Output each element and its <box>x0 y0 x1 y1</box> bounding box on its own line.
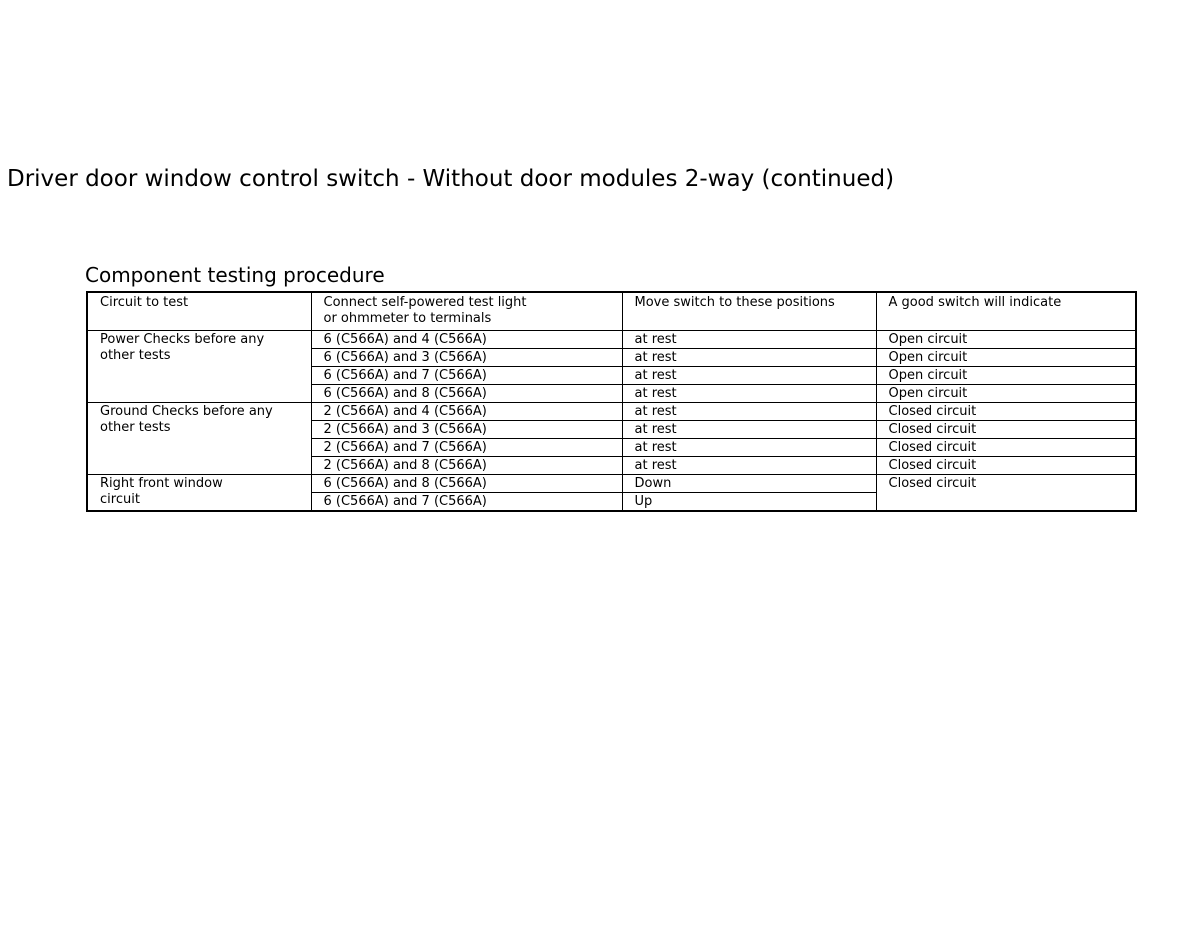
position-cell: at rest <box>622 457 876 475</box>
position-cell: at rest <box>622 439 876 457</box>
table-row <box>87 475 1136 493</box>
position-cell: at rest <box>622 403 876 421</box>
table-row <box>87 331 1136 349</box>
circuit-ground-checks: Ground Checks before any other tests <box>87 403 311 475</box>
component-testing-table <box>86 291 1137 512</box>
position-cell: at rest <box>622 349 876 367</box>
terminals-cell: 2 (C566A) and 3 (C566A) <box>311 421 622 439</box>
position-cell: at rest <box>622 385 876 403</box>
table-row <box>87 403 1136 421</box>
result-cell: Open circuit <box>876 367 1136 385</box>
position-cell: at rest <box>622 421 876 439</box>
position-cell: Up <box>622 493 876 512</box>
result-cell: Closed circuit <box>876 439 1136 457</box>
result-cell: Closed circuit <box>876 475 1136 512</box>
terminals-cell: 6 (C566A) and 8 (C566A) <box>311 475 622 493</box>
position-cell: at rest <box>622 331 876 349</box>
result-cell: Open circuit <box>876 385 1136 403</box>
terminals-cell: 6 (C566A) and 7 (C566A) <box>311 367 622 385</box>
terminals-cell: 6 (C566A) and 7 (C566A) <box>311 493 622 512</box>
result-cell: Open circuit <box>876 331 1136 349</box>
result-cell: Closed circuit <box>876 457 1136 475</box>
terminals-cell: 6 (C566A) and 3 (C566A) <box>311 349 622 367</box>
result-cell: Closed circuit <box>876 403 1136 421</box>
terminals-cell: 6 (C566A) and 4 (C566A) <box>311 331 622 349</box>
terminals-cell: 2 (C566A) and 7 (C566A) <box>311 439 622 457</box>
header-connect-terminals: Connect self-powered test light or ohmmeter to terminals <box>311 292 622 331</box>
position-cell: at rest <box>622 367 876 385</box>
circuit-power-checks: Power Checks before any other tests <box>87 331 311 403</box>
position-cell: Down <box>622 475 876 493</box>
section-title: Component testing procedure <box>85 263 385 287</box>
header-circuit-to-test: Circuit to test <box>87 292 311 331</box>
terminals-cell: 6 (C566A) and 8 (C566A) <box>311 385 622 403</box>
result-cell: Closed circuit <box>876 421 1136 439</box>
page-title: Driver door window control switch - Without door modules 2-way (continued) <box>7 166 895 192</box>
table-header-row <box>87 292 1136 331</box>
result-cell: Open circuit <box>876 349 1136 367</box>
header-good-switch-indicates: A good switch will indicate <box>876 292 1136 331</box>
terminals-cell: 2 (C566A) and 8 (C566A) <box>311 457 622 475</box>
terminals-cell: 2 (C566A) and 4 (C566A) <box>311 403 622 421</box>
header-switch-positions: Move switch to these positions <box>622 292 876 331</box>
circuit-right-front-window: Right front window circuit <box>87 475 311 512</box>
